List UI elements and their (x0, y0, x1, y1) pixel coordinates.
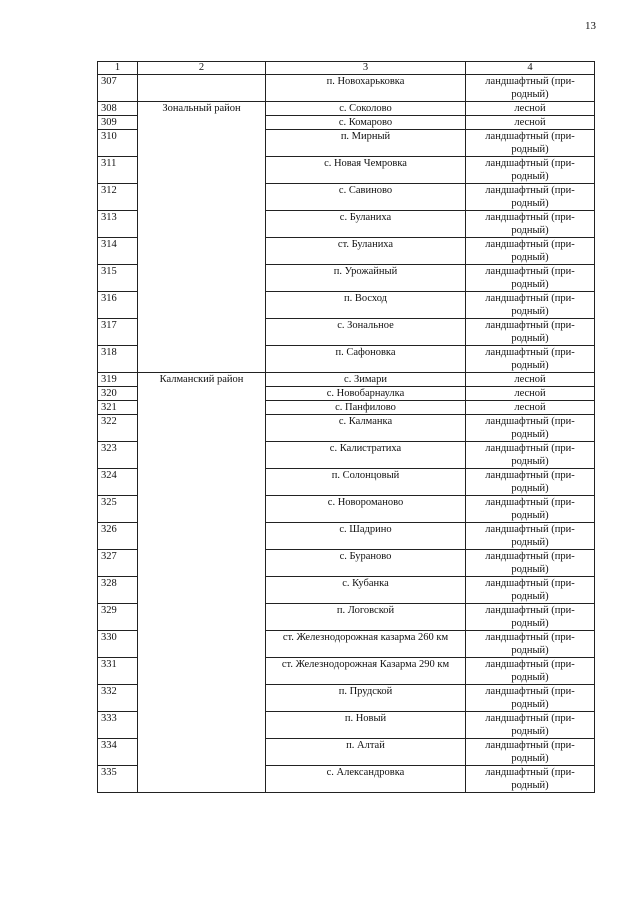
settlement-cell: ст. Буланиха (266, 238, 466, 265)
settlement-cell: п. Урожайный (266, 265, 466, 292)
settlement-cell: п. Прудской (266, 685, 466, 712)
settlement-cell: п. Восход (266, 292, 466, 319)
type-cell: ландшафтный (при-родный) (466, 184, 595, 211)
type-cell: лесной (466, 401, 595, 415)
type-cell: лесной (466, 373, 595, 387)
settlement-cell: с. Савиново (266, 184, 466, 211)
settlement-cell: п. Новый (266, 712, 466, 739)
table-row (98, 373, 595, 387)
row-number: 334 (98, 739, 138, 766)
type-cell: ландшафтный (при-родный) (466, 415, 595, 442)
settlement-cell: с. Соколово (266, 102, 466, 116)
row-number: 318 (98, 346, 138, 373)
settlement-cell: с. Панфилово (266, 401, 466, 415)
type-cell: ландшафтный (при-родный) (466, 496, 595, 523)
type-cell: ландшафтный (при-родный) (466, 265, 595, 292)
column-header-4: 4 (466, 62, 595, 75)
type-cell: ландшафтный (при-родный) (466, 130, 595, 157)
row-number: 328 (98, 577, 138, 604)
settlement-cell: п. Логовской (266, 604, 466, 631)
row-number: 329 (98, 604, 138, 631)
row-number: 319 (98, 373, 138, 387)
type-cell: лесной (466, 387, 595, 401)
settlement-cell: с. Зональное (266, 319, 466, 346)
table-row (98, 75, 595, 102)
settlement-cell: п. Сафоновка (266, 346, 466, 373)
row-number: 323 (98, 442, 138, 469)
table-header-row (98, 62, 595, 75)
row-number: 335 (98, 766, 138, 793)
type-cell: ландшафтный (при-родный) (466, 604, 595, 631)
row-number: 320 (98, 387, 138, 401)
settlement-cell: с. Новая Чемровка (266, 157, 466, 184)
settlement-cell: п. Солонцовый (266, 469, 466, 496)
type-cell: ландшафтный (при-родный) (466, 292, 595, 319)
settlement-cell: с. Калистратиха (266, 442, 466, 469)
type-cell: ландшафтный (при-родный) (466, 523, 595, 550)
district-cell: Зональный район (138, 102, 266, 373)
type-cell: лесной (466, 102, 595, 116)
type-cell: ландшафтный (при-родный) (466, 766, 595, 793)
settlement-cell: с. Шадрино (266, 523, 466, 550)
table-row (98, 102, 595, 116)
settlement-cell: с. Новобарнаулка (266, 387, 466, 401)
row-number: 327 (98, 550, 138, 577)
type-cell: ландшафтный (при-родный) (466, 238, 595, 265)
type-cell: ландшафтный (при-родный) (466, 75, 595, 102)
type-cell: ландшафтный (при-родный) (466, 631, 595, 658)
settlement-cell: п. Алтай (266, 739, 466, 766)
type-cell: ландшафтный (при-родный) (466, 469, 595, 496)
settlement-cell: п. Мирный (266, 130, 466, 157)
row-number: 321 (98, 401, 138, 415)
type-cell: ландшафтный (при-родный) (466, 685, 595, 712)
type-cell: ландшафтный (при-родный) (466, 211, 595, 238)
column-header-1: 1 (98, 62, 138, 75)
type-cell: ландшафтный (при-родный) (466, 712, 595, 739)
table-body (98, 75, 595, 793)
row-number: 325 (98, 496, 138, 523)
row-number: 314 (98, 238, 138, 265)
type-cell: ландшафтный (при-родный) (466, 157, 595, 184)
type-cell: ландшафтный (при-родный) (466, 739, 595, 766)
settlement-cell: с. Зимари (266, 373, 466, 387)
settlement-cell: п. Новохарьковка (266, 75, 466, 102)
row-number: 307 (98, 75, 138, 102)
type-cell: ландшафтный (при-родный) (466, 658, 595, 685)
row-number: 310 (98, 130, 138, 157)
row-number: 311 (98, 157, 138, 184)
row-number: 333 (98, 712, 138, 739)
row-number: 331 (98, 658, 138, 685)
settlement-cell: с. Калманка (266, 415, 466, 442)
district-cell (138, 75, 266, 102)
settlement-cell: ст. Железнодорожная Казарма 290 км (266, 658, 466, 685)
settlement-cell: с. Бураново (266, 550, 466, 577)
row-number: 322 (98, 415, 138, 442)
row-number: 315 (98, 265, 138, 292)
type-cell: ландшафтный (при-родный) (466, 319, 595, 346)
type-cell: ландшафтный (при-родный) (466, 442, 595, 469)
settlement-cell: с. Александровка (266, 766, 466, 793)
settlement-cell: с. Буланиха (266, 211, 466, 238)
row-number: 308 (98, 102, 138, 116)
row-number: 326 (98, 523, 138, 550)
settlement-cell: с. Кубанка (266, 577, 466, 604)
row-number: 313 (98, 211, 138, 238)
row-number: 312 (98, 184, 138, 211)
settlement-cell: с. Новороманово (266, 496, 466, 523)
column-header-3: 3 (266, 62, 466, 75)
row-number: 316 (98, 292, 138, 319)
row-number: 317 (98, 319, 138, 346)
district-cell: Калманский район (138, 373, 266, 793)
row-number: 332 (98, 685, 138, 712)
page-number: 13 (585, 20, 596, 32)
type-cell: ландшафтный (при-родный) (466, 577, 595, 604)
row-number: 330 (98, 631, 138, 658)
type-cell: ландшафтный (при-родный) (466, 346, 595, 373)
settlements-table (97, 61, 595, 793)
row-number: 324 (98, 469, 138, 496)
column-header-2: 2 (138, 62, 266, 75)
type-cell: лесной (466, 116, 595, 130)
settlement-cell: с. Комарово (266, 116, 466, 130)
settlement-cell: ст. Железнодорожная казарма 260 км (266, 631, 466, 658)
row-number: 309 (98, 116, 138, 130)
type-cell: ландшафтный (при-родный) (466, 550, 595, 577)
